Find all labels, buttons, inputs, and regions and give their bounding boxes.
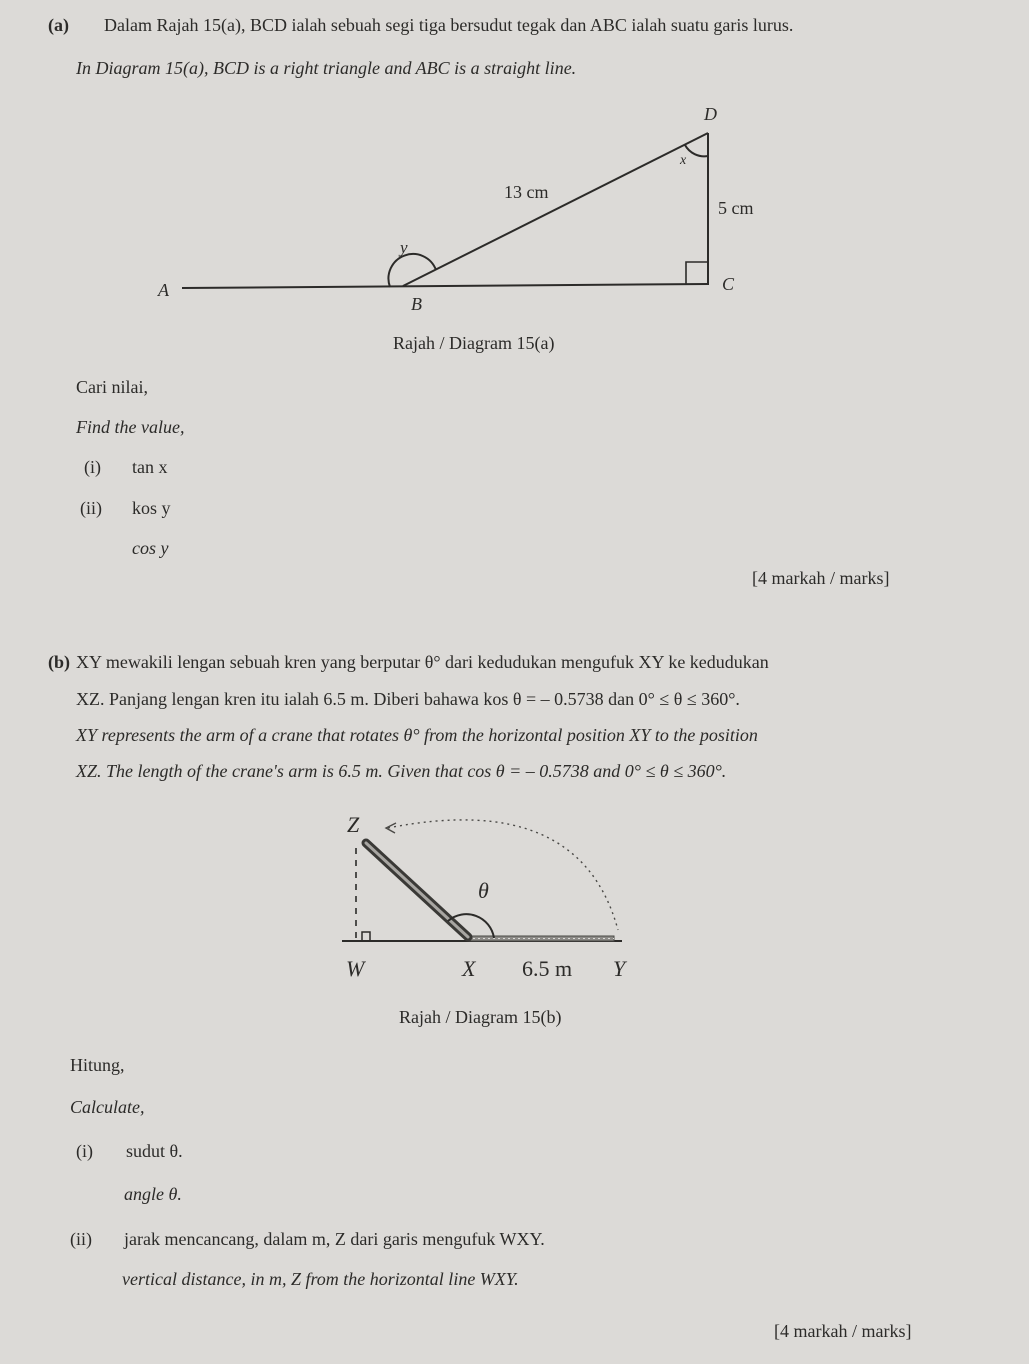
part-b-instruction-ms: Hitung,	[70, 1055, 125, 1075]
label-point-b: B	[411, 294, 422, 314]
right-angle-mark-w	[362, 932, 370, 940]
label-point-a: A	[158, 280, 169, 300]
part-b-text-ms-1: XY mewakili lengan sebuah kren yang berputar θ° dari kedudukan mengufuk XY ke kedudukan	[76, 652, 769, 672]
part-b-text-en-2: XZ. The length of the crane's arm is 6.5 m. Given that cos θ = – 0.5738 and 0° ≤ θ ≤ 360°.	[76, 761, 727, 781]
label-length-xy: 6.5 m	[522, 956, 573, 981]
label-point-y: Y	[613, 956, 626, 981]
label-side-dc: 5 cm	[718, 198, 754, 218]
part-b-q1-num: (i)	[76, 1141, 93, 1161]
part-b-text-en-1: XY represents the arm of a crane that rotates θ° from the horizontal position XY to the position	[76, 725, 758, 745]
part-a-text-en: In Diagram 15(a), BCD is a right triangle and ABC is a straight line.	[76, 58, 577, 78]
label-point-d: D	[704, 104, 717, 124]
part-a-q1-text: tan x	[132, 457, 168, 477]
part-a-marks: [4 markah / marks]	[752, 568, 890, 588]
part-b-instruction-en: Calculate,	[70, 1097, 145, 1117]
part-b-q2-text-ms: jarak mencancang, dalam m, Z dari garis mengufuk WXY.	[124, 1229, 545, 1249]
part-a-text-ms: Dalam Rajah 15(a), BCD ialah sebuah segi tiga bersudut tegak dan ABC ialah suatu garis lurus.	[104, 15, 794, 35]
diagram-15b-caption: Rajah / Diagram 15(b)	[399, 1007, 562, 1027]
part-b-label: (b)	[48, 652, 70, 672]
part-b-q2-text-en: vertical distance, in m, Z from the horizontal line WXY.	[122, 1269, 519, 1289]
label-angle-y: y	[400, 238, 408, 257]
label-point-z: Z	[347, 812, 360, 837]
label-point-w: W	[346, 956, 365, 981]
rotation-path-arc	[388, 820, 618, 930]
part-b-q2-num: (ii)	[70, 1229, 92, 1249]
diagram-15a-caption: Rajah / Diagram 15(a)	[393, 333, 555, 353]
part-a-q2-num: (ii)	[80, 498, 102, 518]
part-a-instruction-en: Find the value,	[76, 417, 185, 437]
part-b-q1-text-en: angle θ.	[124, 1184, 182, 1204]
part-a-instruction-ms: Cari nilai,	[76, 377, 148, 397]
label-angle-theta: θ	[478, 878, 489, 903]
part-b-marks: [4 markah / marks]	[774, 1321, 912, 1341]
part-b-text-ms-2: XZ. Panjang lengan kren itu ialah 6.5 m. Diberi bahawa kos θ = – 0.5738 dan 0° ≤ θ ≤ 360°.	[76, 689, 740, 709]
label-side-bd: 13 cm	[504, 182, 549, 202]
part-a-q2-text-ms: kos y	[132, 498, 171, 518]
part-a-q1-num: (i)	[84, 457, 101, 477]
label-angle-x: x	[680, 153, 687, 168]
rotation-arrowhead	[386, 823, 396, 833]
part-a-q2-text-en: cos y	[132, 538, 169, 558]
label-point-c: C	[722, 274, 735, 294]
part-a-label: (a)	[48, 15, 69, 35]
label-point-x: X	[462, 956, 476, 981]
part-b-q1-text-ms: sudut θ.	[126, 1141, 183, 1161]
